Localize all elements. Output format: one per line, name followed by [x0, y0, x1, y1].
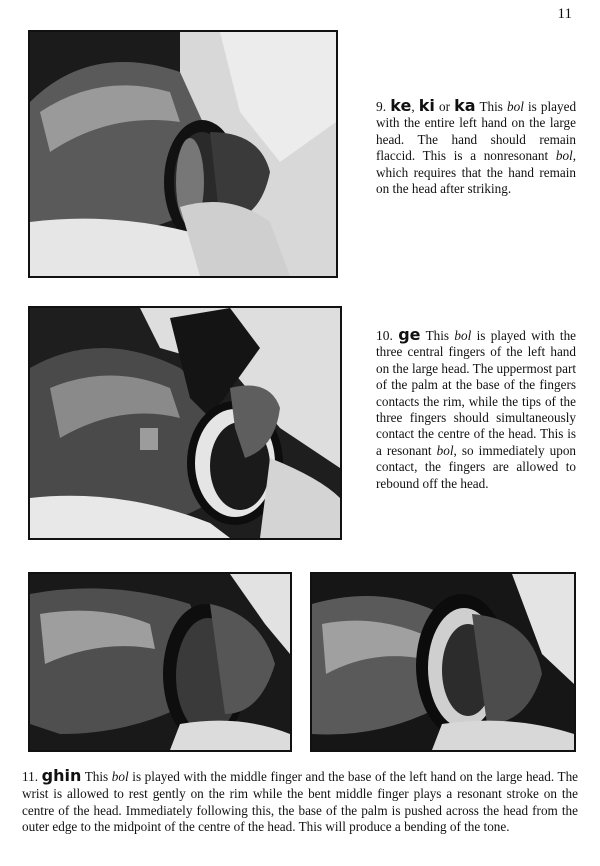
caption-ke	[376, 98, 576, 197]
caption-text: This	[479, 99, 503, 114]
bol-term: bol	[454, 328, 472, 343]
bol-syllable-ghin: ghin	[41, 766, 82, 785]
caption-text: This	[84, 769, 109, 784]
caption-text: is played with the entire left hand on the large head. The hand should remain flaccid. This is a nonresonant	[376, 99, 577, 164]
section-number: 11.	[22, 769, 38, 784]
photo-ge-stroke	[28, 306, 342, 540]
bol-syllable-ge: ge	[398, 325, 421, 344]
caption-text: is played with the middle finger and the base of the left hand on the large head. The wrist is allowed to rest gently on the rim while the bent middle finger plays a resonant stroke on the centre of the head. Immediately following this, the base of the palm is pushed across the head from the outer edge to the midpoint of the centre of the head. This will produce a bending of the tone.	[22, 769, 579, 835]
caption-text: , which requires that the hand remain on the head after striking.	[376, 148, 576, 197]
section-number: 9.	[376, 99, 387, 114]
separator: ,	[411, 99, 415, 114]
bol-term: bol	[111, 769, 129, 784]
caption-text: This	[425, 328, 450, 343]
bol-term: bol	[555, 148, 573, 164]
bol-syllable-ka: ka	[454, 96, 476, 115]
drum-fingers-illustration	[30, 308, 340, 538]
caption-ge	[376, 327, 576, 492]
section-number: 10.	[376, 328, 393, 343]
photo-ghin-stroke-b	[310, 572, 576, 752]
photo-ghin-stroke-a	[28, 572, 292, 752]
caption-ghin	[22, 768, 578, 836]
bol-syllable-ki: ki	[418, 96, 435, 115]
bol-term: bol	[507, 99, 524, 114]
drum-hand-illustration	[30, 32, 336, 276]
page-number: 11	[557, 6, 572, 22]
caption-text: , so immediately upon contact, the fingers are allowed to rebound off the head.	[376, 442, 577, 491]
bol-term: bol	[436, 442, 454, 458]
bol-syllable-ke: ke	[390, 96, 412, 115]
drum-palm-push-illustration	[312, 574, 574, 750]
drum-middle-finger-illustration	[30, 574, 290, 750]
photo-ke-stroke	[28, 30, 338, 278]
or-text: or	[438, 99, 450, 114]
caption-text: is played with the three central fingers of the left hand on the large head. The uppermost part of the palm at the base of the fingers contacts the rim, while the tips of the three fingers should simultaneously contact the centre of the head. This is a resonant	[376, 328, 577, 458]
